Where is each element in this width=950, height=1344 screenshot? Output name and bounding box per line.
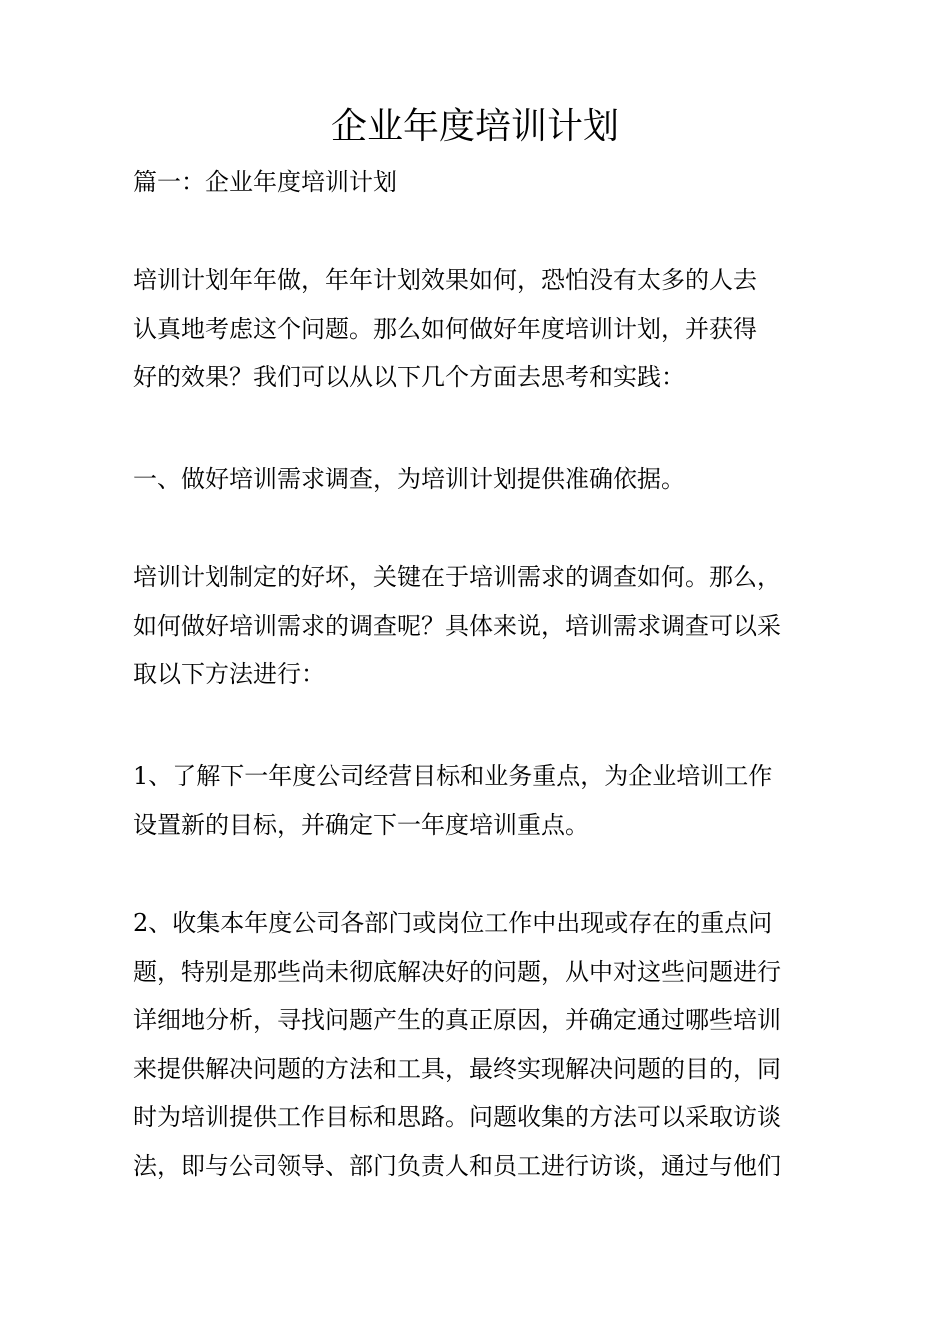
text-line: 篇一：企业年度培训计划 [133,168,397,196]
document-title: 企业年度培训计划 [330,106,619,147]
list-item-1 [133,752,823,849]
text-line: 认真地考虑这个问题。那么如何做好年度培训计划，并获得 [133,314,757,343]
text-line: 一、做好培训需求调查，为培训计划提供准确依据。 [133,465,685,493]
intro-paragraph [133,256,823,402]
text-line: 1、了解下一年度公司经营目标和业务重点，为企业培训工作 [133,762,773,790]
section-heading-one [133,455,823,504]
list-item-2 [133,899,823,1190]
text-line: 取以下方法进行： [133,660,325,688]
text-line: 培训计划年年做，年年计划效果如何，恐怕没有太多的人去 [133,266,757,294]
text-line: 设置新的目标，并确定下一年度培训重点。 [133,810,589,839]
text-line: 法，即与公司领导、部门负责人和员工进行访谈，通过与他们 [133,1151,781,1180]
text-line: 如何做好培训需求的调查呢？具体来说，培训需求调查可以采 [133,611,781,640]
text-line: 详细地分析，寻找问题产生的真正原因，并确定通过哪些培训 [133,1006,781,1034]
text-line: 2、收集本年度公司各部门或岗位工作中出现或存在的重点问 [133,909,773,937]
text-line: 时为培训提供工作目标和思路。问题收集的方法可以采取访谈 [133,1103,781,1131]
text-line: 培训计划制定的好坏，关键在于培训需求的调查如何。那么， [133,563,781,591]
text-line: 来提供解决问题的方法和工具，最终实现解决问题的目的，同 [133,1054,781,1083]
text-line: 好的效果？我们可以从以下几个方面去思考和实践： [133,363,685,391]
needs-survey-paragraph [133,553,823,699]
text-line: 题，特别是那些尚未彻底解决好的问题，从中对这些问题进行 [133,957,781,986]
section-heading-part-one [133,158,823,207]
